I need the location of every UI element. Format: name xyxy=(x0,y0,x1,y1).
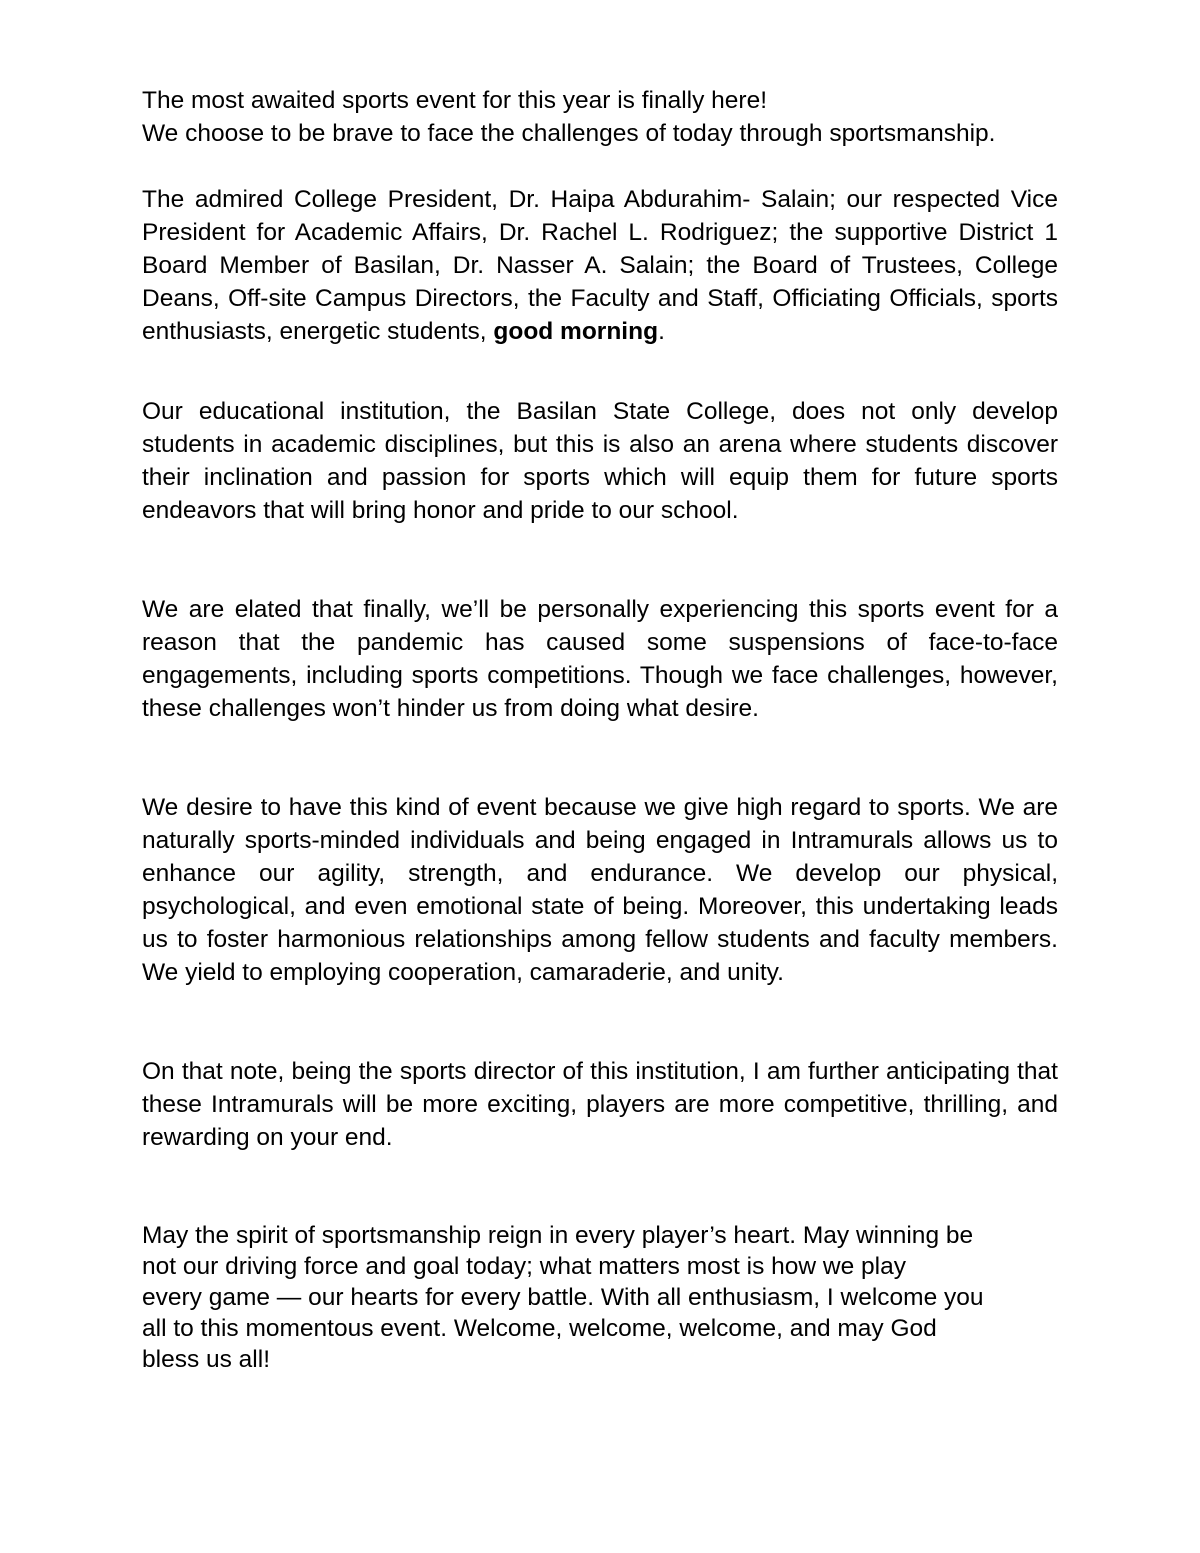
body-paragraph: We are elated that finally, we’ll be personally experiencing this sports event for a reason that the pandemic has caused some suspensions of face-to-face engagements, including sports competitions. Though we face challenges, however, these challenges won’t hinder us from doing what desire. xyxy=(142,596,1058,722)
greeting-end: . xyxy=(658,318,665,345)
opening-line: We choose to be brave to face the challenges of today through sportsmanship. xyxy=(142,120,996,147)
closing-line: every game — our hearts for every battle. With all enthusiasm, I welcome you xyxy=(142,1284,984,1311)
greeting-text: The admired College President, Dr. Haipa Abdurahim- Salain; our respected Vice President for Academic Affairs, Dr. Rachel L. Rodriguez; the supportive District 1 Board Member of Basilan, Dr. Nasser A. Salain; the Board of Trustees, College Deans, Off-site Campus Directors, the Faculty and Staff, Officiating Officials, sports enthusiasts, energetic students, xyxy=(142,186,1058,345)
opening-paragraph xyxy=(142,84,1058,150)
speech-document xyxy=(142,84,1058,1375)
closing-paragraph xyxy=(142,1220,1058,1375)
greeting-emphasis: good morning xyxy=(493,318,659,345)
greeting-paragraph xyxy=(142,183,1058,348)
body-paragraph: Our educational institution, the Basilan State College, does not only develop students in academic disciplines, but this is also an arena where students discover their inclination and passion for sports which will equip them for future sports endeavors that will bring honor and pride to our school. xyxy=(142,398,1058,524)
body-paragraph: On that note, being the sports director of this institution, I am further anticipating that these Intramurals will be more exciting, players are more competitive, thrilling, and rewarding on your end. xyxy=(142,1058,1058,1151)
closing-line: May the spirit of sportsmanship reign in every player’s heart. May winning be xyxy=(142,1222,974,1249)
opening-line: The most awaited sports event for this year is finally here! xyxy=(142,87,768,114)
closing-line: bless us all! xyxy=(142,1346,271,1373)
body-paragraph: We desire to have this kind of event because we give high regard to sports. We are naturally sports-minded individuals and being engaged in Intramurals allows us to enhance our agility, strength, and endurance. We develop our physical, psychological, and even emotional state of being. Moreover, this undertaking leads us to foster harmonious relationships among fellow students and faculty members. We yield to employing cooperation, camaraderie, and unity. xyxy=(142,794,1058,986)
closing-line: all to this momentous event. Welcome, welcome, welcome, and may God xyxy=(142,1315,937,1342)
closing-line: not our driving force and goal today; what matters most is how we play xyxy=(142,1253,906,1280)
